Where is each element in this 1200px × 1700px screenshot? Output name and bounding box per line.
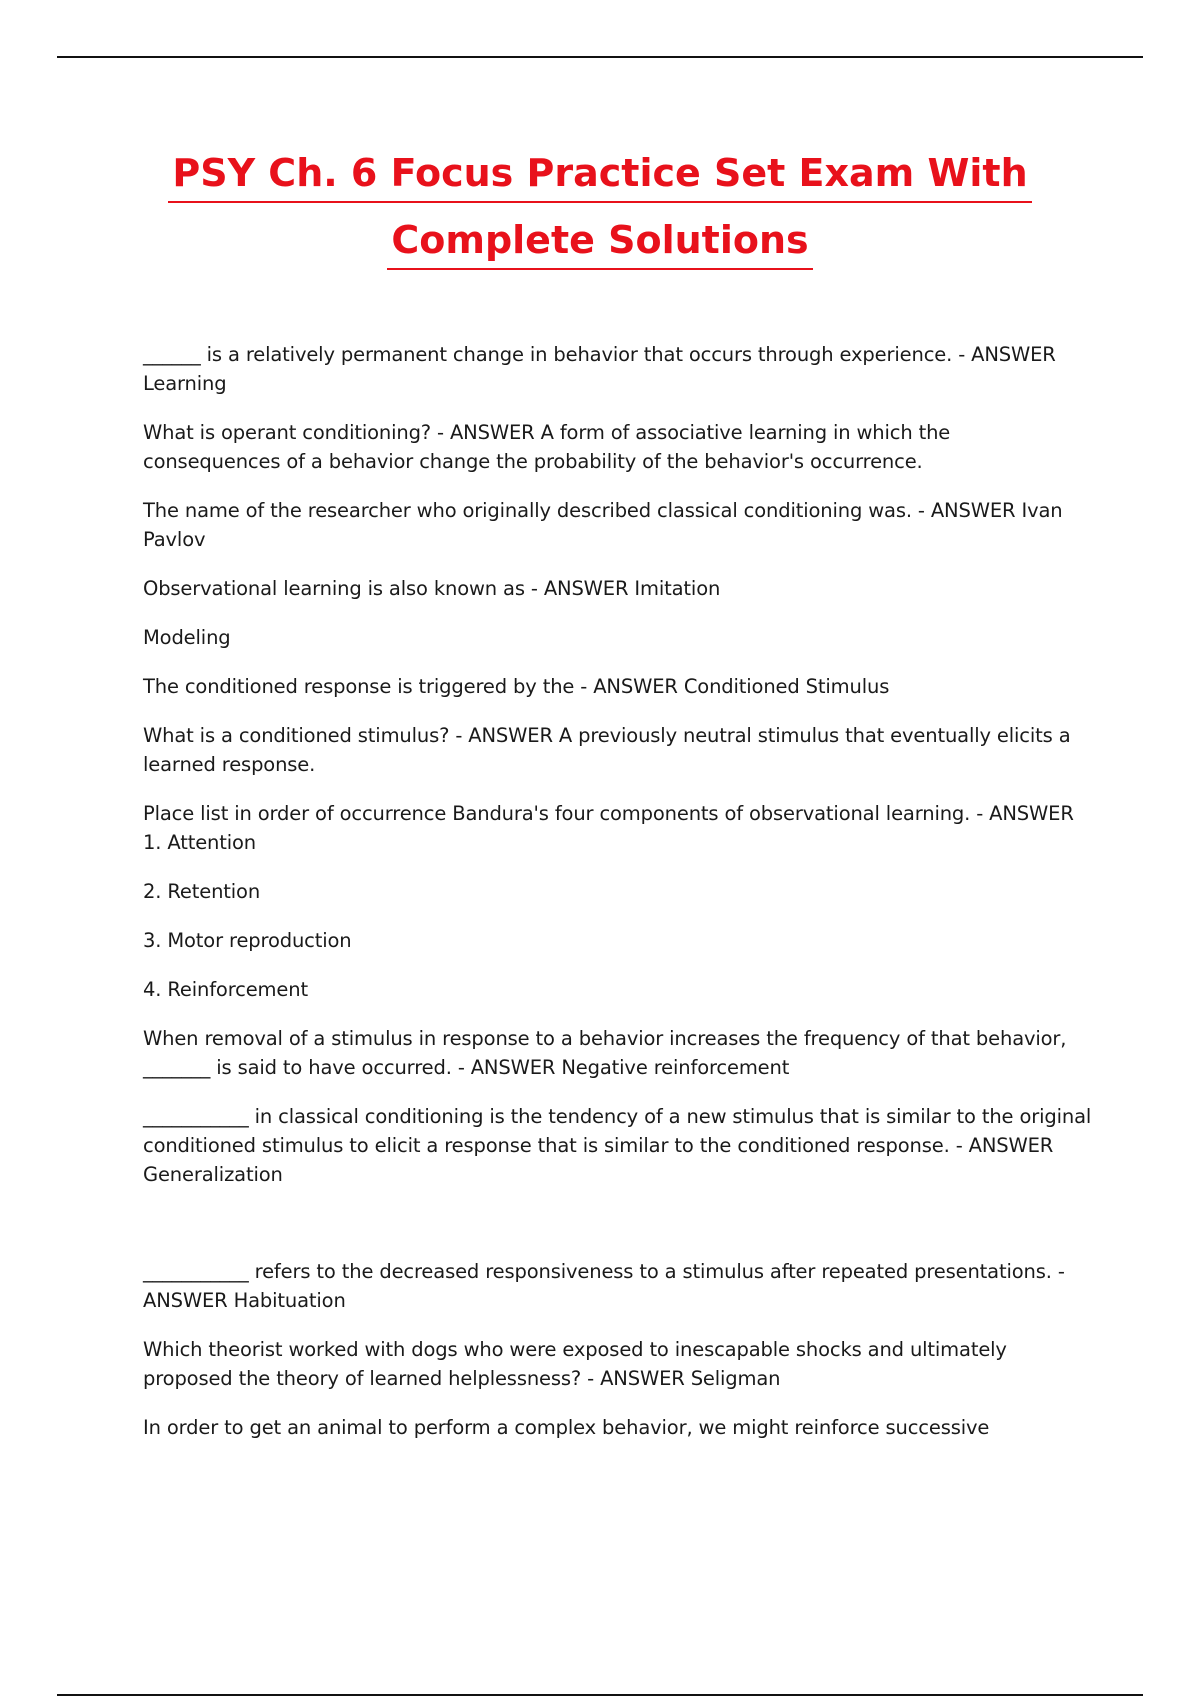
qa-item: 4. Reinforcement	[143, 978, 308, 1001]
qa-item: ___________ refers to the decreased responsiveness to a stimulus after repeated presentations. - ANSWER Habituation	[143, 1260, 1071, 1312]
title-line-1: PSY Ch. 6 Focus Practice Set Exam With	[168, 145, 1031, 203]
top-rule	[57, 56, 1143, 58]
qa-item: Modeling	[143, 626, 231, 649]
qa-item: Which theorist worked with dogs who were exposed to inescapable shocks and ultimately proposed the theory of learned helplessness? - ANSWER Seligman	[143, 1338, 1013, 1390]
qa-item: What is operant conditioning? - ANSWER A form of associative learning in which the consequences of a behavior change the probability of the behavior's occurrence.	[143, 421, 957, 473]
question-list	[143, 340, 1098, 1462]
document-title	[100, 140, 1100, 274]
qa-item: ______ is a relatively permanent change in behavior that occurs through experience. - ANSWER Learning	[143, 343, 1062, 395]
qa-item: The conditioned response is triggered by the - ANSWER Conditioned Stimulus	[143, 675, 890, 698]
qa-item: When removal of a stimulus in response to a behavior increases the frequency of that behavior, _______ is said to have occurred. - ANSWER Negative reinforcement	[143, 1027, 1073, 1079]
qa-item: What is a conditioned stimulus? - ANSWER A previously neutral stimulus that eventually elicits a learned response.	[143, 724, 1077, 776]
bottom-rule	[57, 1694, 1143, 1696]
qa-item: In order to get an animal to perform a complex behavior, we might reinforce successive	[143, 1416, 990, 1439]
qa-item: Observational learning is also known as - ANSWER Imitation	[143, 577, 721, 600]
qa-item: ___________ in classical conditioning is the tendency of a new stimulus that is similar to the original conditioned stimulus to elicit a response that is similar to the conditioned response. - ANSWER Generalization	[143, 1105, 1098, 1186]
qa-item: 3. Motor reproduction	[143, 929, 352, 952]
qa-item: Place list in order of occurrence Bandura's four components of observational learning. - ANSWER 1. Attention	[143, 802, 1080, 854]
title-line-2: Complete Solutions	[387, 212, 812, 270]
qa-item: The name of the researcher who originally described classical conditioning was. - ANSWER Ivan Pavlov	[143, 499, 1069, 551]
qa-item: 2. Retention	[143, 880, 261, 903]
